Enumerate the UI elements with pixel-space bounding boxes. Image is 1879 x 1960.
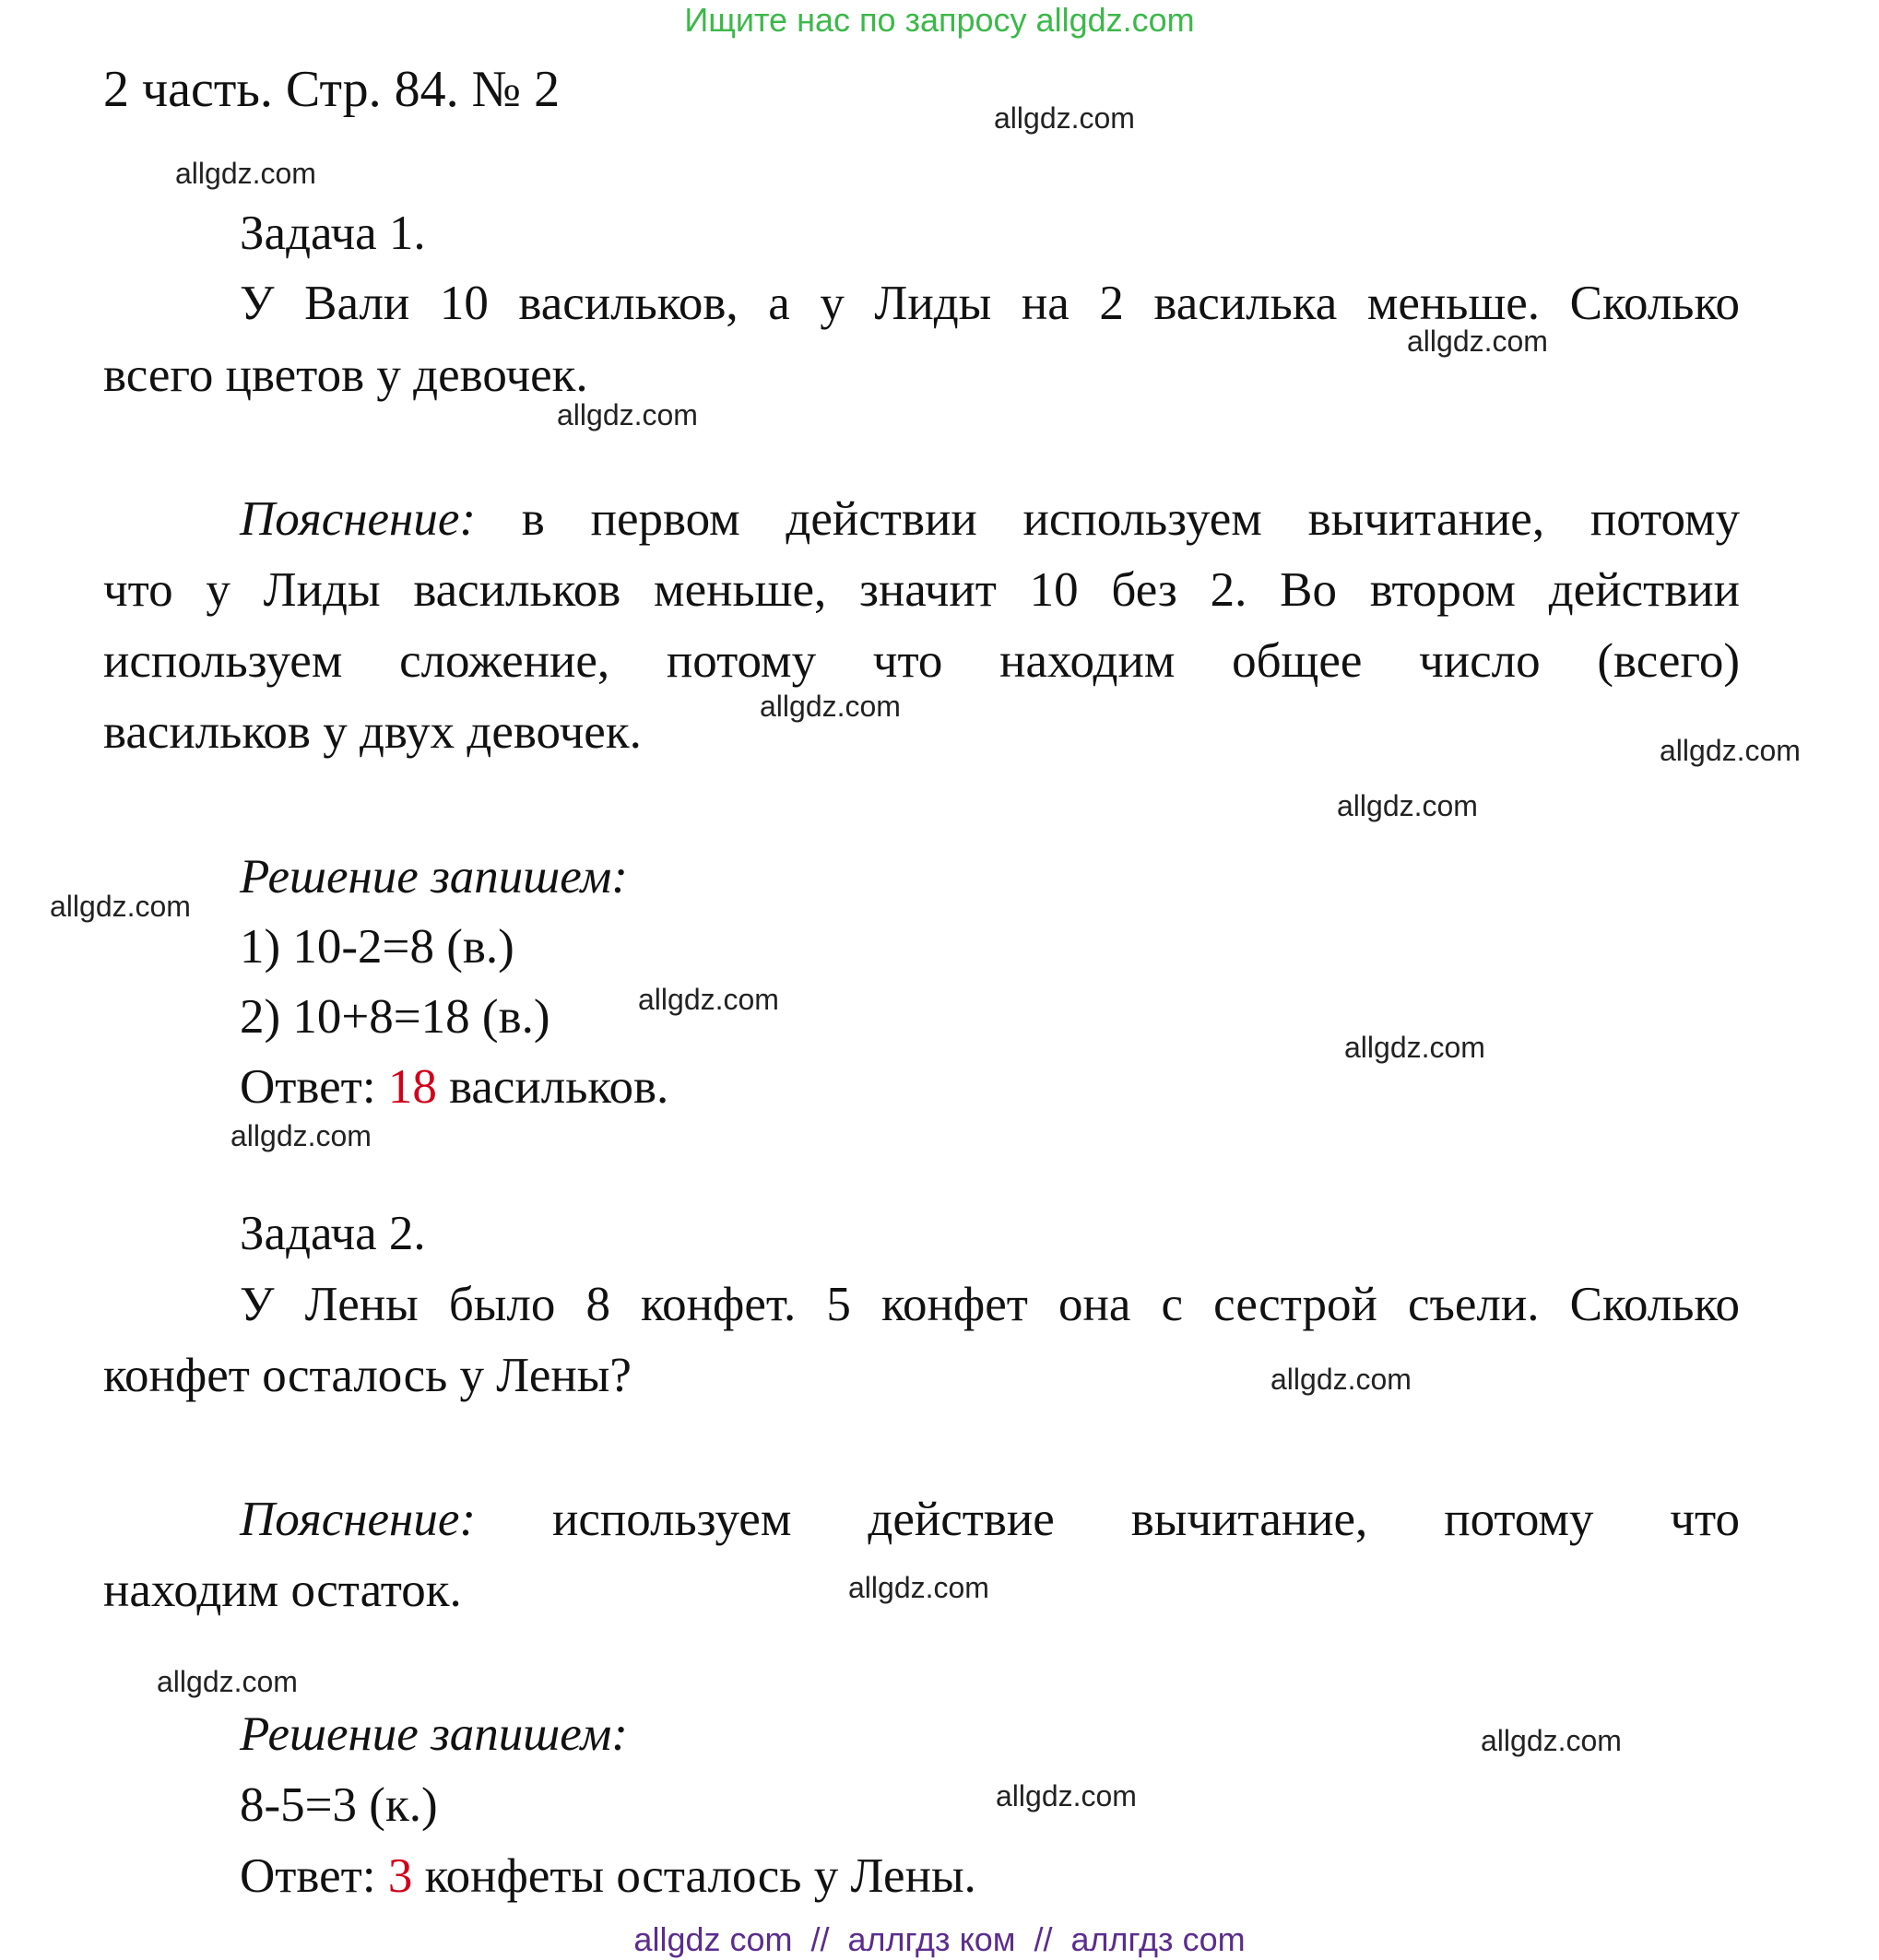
watermark: allgdz.com: [175, 157, 316, 190]
task1-explanation-label: Пояснение:: [240, 492, 477, 546]
task2-answer-prefix: Ответ:: [240, 1849, 388, 1903]
watermark: allgdz.com: [157, 1665, 298, 1698]
watermark: allgdz.com: [1270, 1363, 1412, 1396]
task1-answer-suffix: васильков.: [436, 1060, 669, 1114]
watermark: allgdz.com: [996, 1779, 1137, 1812]
search-banner[interactable]: Ищите нас по запросу allgdz.com: [684, 1, 1195, 39]
task2-explanation-line1: [240, 1489, 1740, 1550]
task1-explanation-line3: используем сложение, потому что находим общее число (всего): [103, 634, 1740, 688]
task2-text-line2: конфет осталось у Лены?: [103, 1349, 632, 1402]
task2-solution-label: Решение запишем:: [240, 1707, 628, 1761]
task1-text-line2: всего цветов у девочек.: [103, 348, 588, 402]
watermark: allgdz.com: [1481, 1724, 1622, 1757]
task1-title: Задача 1.: [240, 207, 426, 260]
watermark: allgdz.com: [994, 101, 1135, 135]
task2-text-line1: У Лены было 8 конфет. 5 конфет она с сестрой съели. Сколько: [240, 1278, 1740, 1331]
task1-answer: [240, 1057, 668, 1117]
footer-links[interactable]: allgdz com // аллгдз ком // аллгдз com: [633, 1920, 1246, 1958]
watermark: allgdz.com: [50, 890, 191, 923]
watermark: allgdz.com: [1407, 325, 1548, 358]
task1-explanation-line4: васильков у двух девочек.: [103, 705, 642, 759]
watermark: allgdz.com: [1344, 1031, 1485, 1064]
task1-step1: 1) 10-2=8 (в.): [240, 920, 514, 974]
task2-answer: [240, 1846, 976, 1907]
page-title: 2 часть. Стр. 84. № 2: [103, 61, 561, 118]
task1-explanation-line1: [240, 489, 1740, 549]
task2-explanation-line2: находим остаток.: [103, 1564, 462, 1617]
watermark: allgdz.com: [638, 983, 779, 1016]
watermark: allgdz.com: [760, 690, 901, 723]
task1-solution-label: Решение запишем:: [240, 850, 628, 903]
task2-step1: 8-5=3 (к.): [240, 1778, 438, 1832]
watermark: allgdz.com: [230, 1119, 372, 1152]
task2-explanation-label: Пояснение:: [240, 1493, 477, 1546]
watermark: allgdz.com: [1337, 789, 1478, 822]
task2-answer-value: 3: [387, 1849, 413, 1903]
task1-explanation-line2: что у Лиды васильков меньше, значит 10 без 2. Во втором действии: [103, 563, 1740, 617]
task1-step2: 2) 10+8=18 (в.): [240, 990, 550, 1044]
task2-title: Задача 2.: [240, 1207, 426, 1260]
task2-explanation-text: используем действие вычитание, потому что: [552, 1493, 1740, 1546]
task2-answer-suffix: конфеты осталось у Лены.: [412, 1849, 976, 1903]
watermark: allgdz.com: [557, 398, 698, 431]
watermark: allgdz.com: [1660, 734, 1801, 767]
task1-answer-prefix: Ответ:: [240, 1060, 388, 1114]
task1-answer-value: 18: [387, 1060, 437, 1114]
task1-text-line1: У Вали 10 васильков, а у Лиды на 2 василька меньше. Сколько: [240, 277, 1740, 330]
watermark: allgdz.com: [848, 1571, 989, 1604]
task1-explanation-text: в первом действии используем вычитание, потому: [521, 492, 1740, 546]
